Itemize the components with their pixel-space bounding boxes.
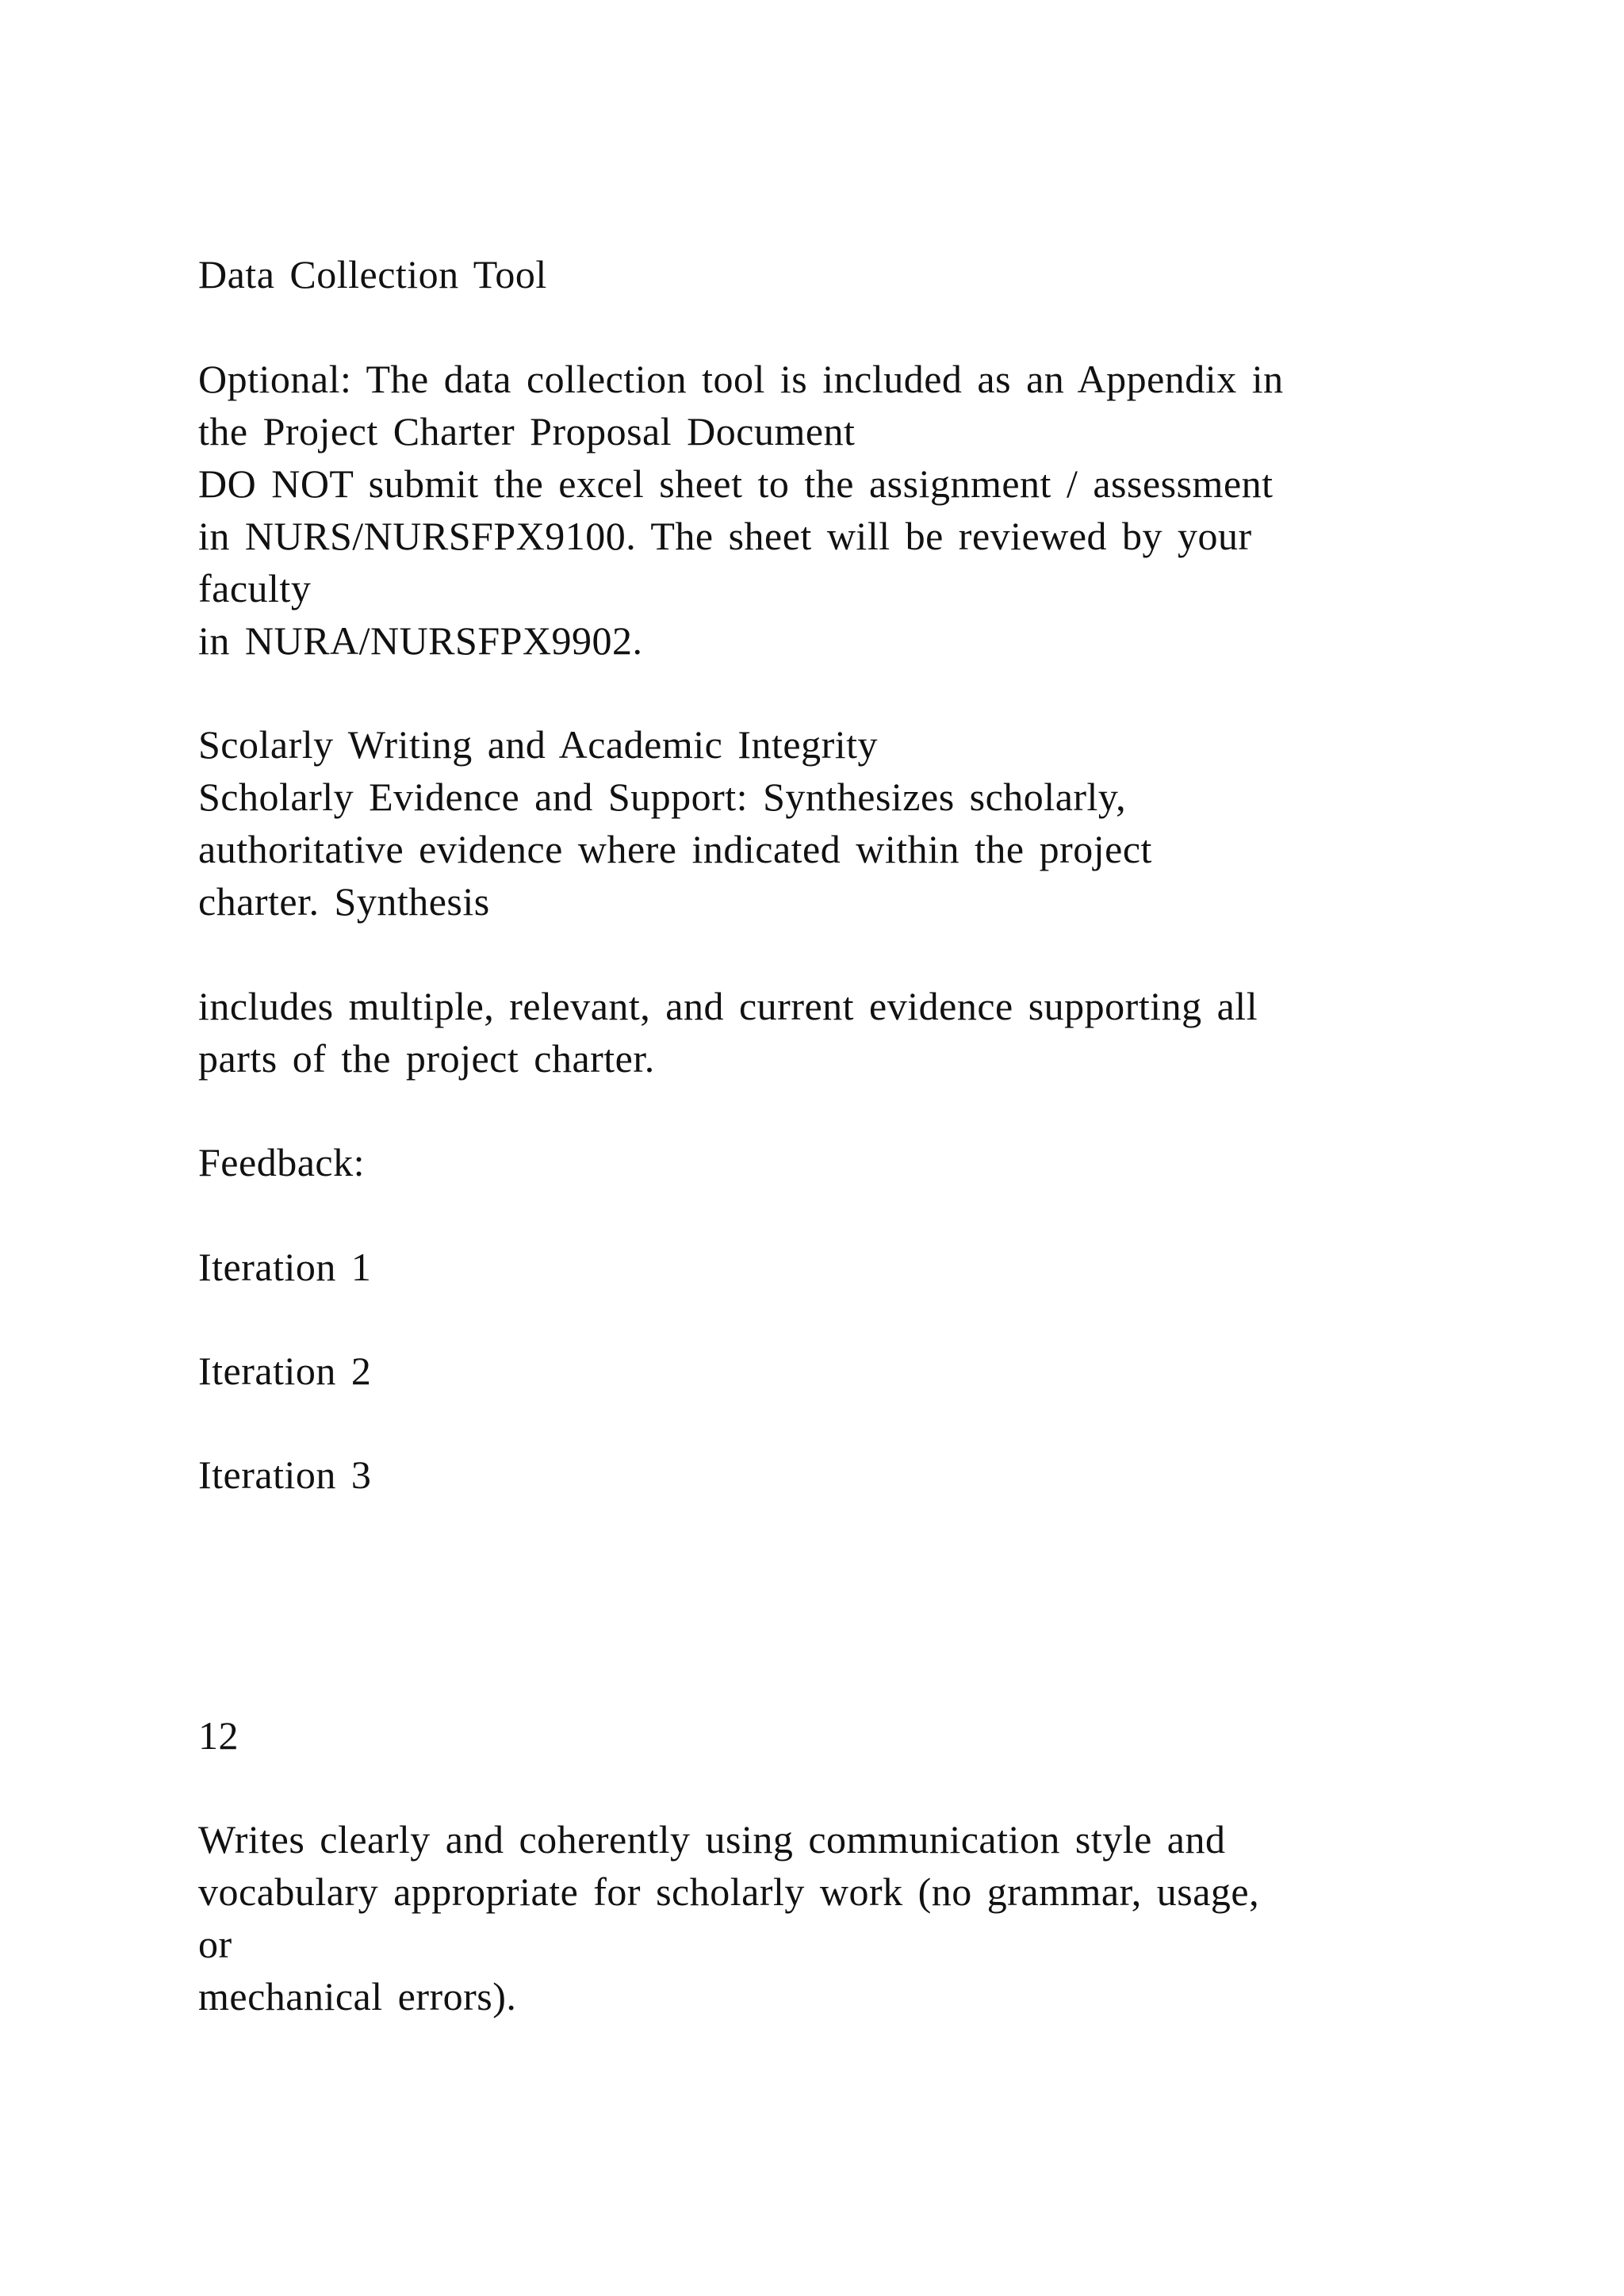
section-heading-data-collection-tool: Data Collection Tool — [198, 252, 547, 297]
iteration-label-3: Iteration 3 — [198, 1452, 372, 1497]
paragraph-line: Writes clearly and coherently using communication style and — [198, 1817, 1226, 1862]
iteration-label-2: Iteration 2 — [198, 1349, 372, 1393]
paragraph-line: in NURA/NURSFPX9902. — [198, 618, 643, 663]
section-heading-scholarly-writing: Scolarly Writing and Academic Integrity — [198, 722, 879, 767]
paragraph-line: mechanical errors). — [198, 1974, 517, 2019]
paragraph-line: charter. Synthesis — [198, 879, 490, 924]
feedback-label: Feedback: — [198, 1140, 365, 1184]
paragraph-line: in NURS/NURSFPX9100. The sheet will be reviewed by your — [198, 514, 1252, 558]
paragraph-line: vocabulary appropriate for scholarly work (no grammar, usage, — [198, 1869, 1260, 1914]
paragraph-line: Scholarly Evidence and Support: Synthesizes scholarly, — [198, 775, 1127, 819]
paragraph-line: faculty — [198, 566, 312, 610]
paragraph-line: authoritative evidence where indicated within the project — [198, 827, 1152, 871]
paragraph-line: the Project Charter Proposal Document — [198, 409, 856, 453]
paragraph-line: DO NOT submit the excel sheet to the assignment / assessment — [198, 461, 1274, 506]
iteration-label-1: Iteration 1 — [198, 1245, 372, 1289]
paragraph-line: or — [198, 1922, 232, 1966]
score-value: 12 — [198, 1713, 239, 1758]
paragraph-line: includes multiple, relevant, and current evidence supporting all — [198, 984, 1258, 1028]
paragraph-line: parts of the project charter. — [198, 1036, 655, 1081]
paragraph-line: Optional: The data collection tool is included as an Appendix in — [198, 357, 1284, 401]
